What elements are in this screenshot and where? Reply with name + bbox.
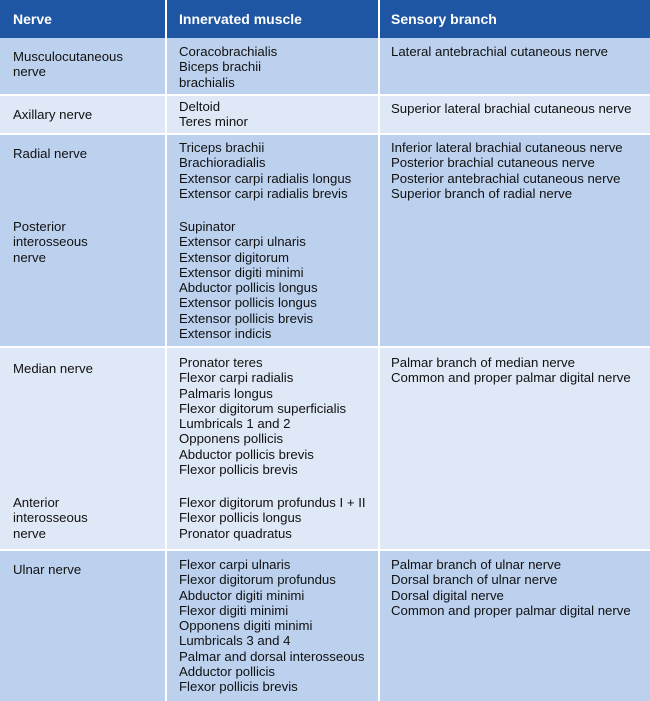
cell-line: Palmar branch of ulnar nerve xyxy=(391,557,562,572)
sensory-cell xyxy=(391,101,631,116)
cell-line: nerve xyxy=(13,64,46,80)
column-divider xyxy=(165,0,167,701)
cell-line: Radial nerve xyxy=(13,146,88,161)
cell-line: Posterior xyxy=(13,219,66,234)
cell-line: Flexor carpi radialis xyxy=(179,370,294,386)
nerve-cell xyxy=(13,562,81,577)
sub-muscle-cell xyxy=(179,495,366,541)
cell-line: nerve xyxy=(13,525,46,541)
cell-line: Posterior brachial cutaneous nerve xyxy=(391,155,595,171)
column-divider xyxy=(378,0,380,701)
row-divider xyxy=(0,549,650,551)
cell-line: Adductor pollicis xyxy=(179,664,276,680)
cell-line: Palmaris longus xyxy=(179,385,273,401)
header-sensory-branch: Sensory branch xyxy=(391,11,497,27)
cell-line: Flexor pollicis brevis xyxy=(179,462,298,478)
header-nerve: Nerve xyxy=(13,11,52,27)
nerve-cell xyxy=(13,146,87,161)
cell-line: Median nerve xyxy=(13,361,93,376)
cell-line: Common and proper palmar digital nerve xyxy=(391,370,631,386)
cell-line: Abductor pollicis brevis xyxy=(179,446,314,462)
muscle-cell xyxy=(179,44,277,90)
cell-line: Flexor digiti minimi xyxy=(179,602,289,618)
cell-line: Pronator teres xyxy=(179,355,263,370)
cell-line: Extensor carpi radialis brevis xyxy=(179,185,348,201)
cell-line: Ulnar nerve xyxy=(13,562,82,577)
cell-line: Extensor carpi radialis longus xyxy=(179,170,352,186)
cell-line: Extensor pollicis brevis xyxy=(179,310,314,326)
muscle-cell xyxy=(179,355,346,477)
cell-line: nerve xyxy=(13,249,46,265)
cell-line: Axillary nerve xyxy=(13,107,93,122)
nerve-cell xyxy=(13,361,93,376)
header-innervated-muscle: Innervated muscle xyxy=(179,11,302,27)
cell-line: Flexor digitorum profundus xyxy=(179,572,336,588)
sub-nerve-cell xyxy=(13,495,88,541)
cell-line: Flexor carpi ulnaris xyxy=(179,557,291,572)
cell-line: Deltoid xyxy=(179,99,221,114)
sensory-cell xyxy=(391,355,631,386)
muscle-cell xyxy=(179,99,248,130)
cell-line: Superior lateral brachial cutaneous nerve xyxy=(391,101,632,116)
cell-line: Lumbricals 3 and 4 xyxy=(179,633,291,649)
cell-line: Supinator xyxy=(179,219,236,234)
cell-line: Flexor digitorum superficialis xyxy=(179,400,347,416)
sub-nerve-cell xyxy=(13,219,88,265)
cell-line: Teres minor xyxy=(179,114,248,130)
cell-line: Dorsal digital nerve xyxy=(391,587,504,603)
cell-line: Flexor digitorum profundus I + II xyxy=(179,495,366,510)
cell-line: Dorsal branch of ulnar nerve xyxy=(391,572,558,588)
sensory-cell xyxy=(391,557,631,618)
cell-line: interosseous xyxy=(13,234,88,250)
cell-line: Superior branch of radial nerve xyxy=(391,185,573,201)
cell-line: Opponens digiti minimi xyxy=(179,618,313,634)
row-divider xyxy=(0,133,650,135)
cell-line: Palmar branch of median nerve xyxy=(391,355,575,370)
cell-line: Flexor pollicis brevis xyxy=(179,679,298,695)
cell-line: Musculocutaneous xyxy=(13,49,123,64)
sensory-cell xyxy=(391,140,623,201)
cell-line: Opponens pollicis xyxy=(179,431,284,447)
cell-line: Triceps brachii xyxy=(179,140,265,155)
cell-line: Pronator quadratus xyxy=(179,525,292,541)
cell-line: Coracobrachialis xyxy=(179,44,278,59)
cell-line: Extensor digiti minimi xyxy=(179,264,304,280)
cell-line: Lateral antebrachial cutaneous nerve xyxy=(391,44,609,59)
cell-line: Flexor pollicis longus xyxy=(179,510,302,526)
cell-line: Anterior xyxy=(13,495,60,510)
row-divider xyxy=(0,94,650,96)
cell-line: Extensor indicis xyxy=(179,326,272,342)
cell-line: Abductor pollicis longus xyxy=(179,280,318,296)
cell-line: Posterior antebrachial cutaneous nerve xyxy=(391,170,621,186)
cell-line: Palmar and dorsal interosseous xyxy=(179,648,365,664)
cell-line: Abductor digiti minimi xyxy=(179,587,305,603)
cell-line: Inferior lateral brachial cutaneous nerve xyxy=(391,140,623,155)
cell-line: brachialis xyxy=(179,74,235,90)
cell-line: Brachioradialis xyxy=(179,155,266,171)
muscle-cell xyxy=(179,557,364,695)
sub-muscle-cell xyxy=(179,219,318,341)
table-header xyxy=(0,0,650,38)
cell-line: Biceps brachii xyxy=(179,59,262,75)
row-divider xyxy=(0,346,650,348)
sensory-cell xyxy=(391,44,608,59)
cell-line: interosseous xyxy=(13,510,88,526)
nerve-cell xyxy=(13,49,123,80)
nerve-cell xyxy=(13,107,92,122)
cell-line: Extensor pollicis longus xyxy=(179,295,317,311)
muscle-cell xyxy=(179,140,351,201)
cell-line: Common and proper palmar digital nerve xyxy=(391,602,631,618)
cell-line: Extensor carpi ulnaris xyxy=(179,234,306,250)
cell-line: Extensor digitorum xyxy=(179,249,289,265)
cell-line: Lumbricals 1 and 2 xyxy=(179,416,291,432)
